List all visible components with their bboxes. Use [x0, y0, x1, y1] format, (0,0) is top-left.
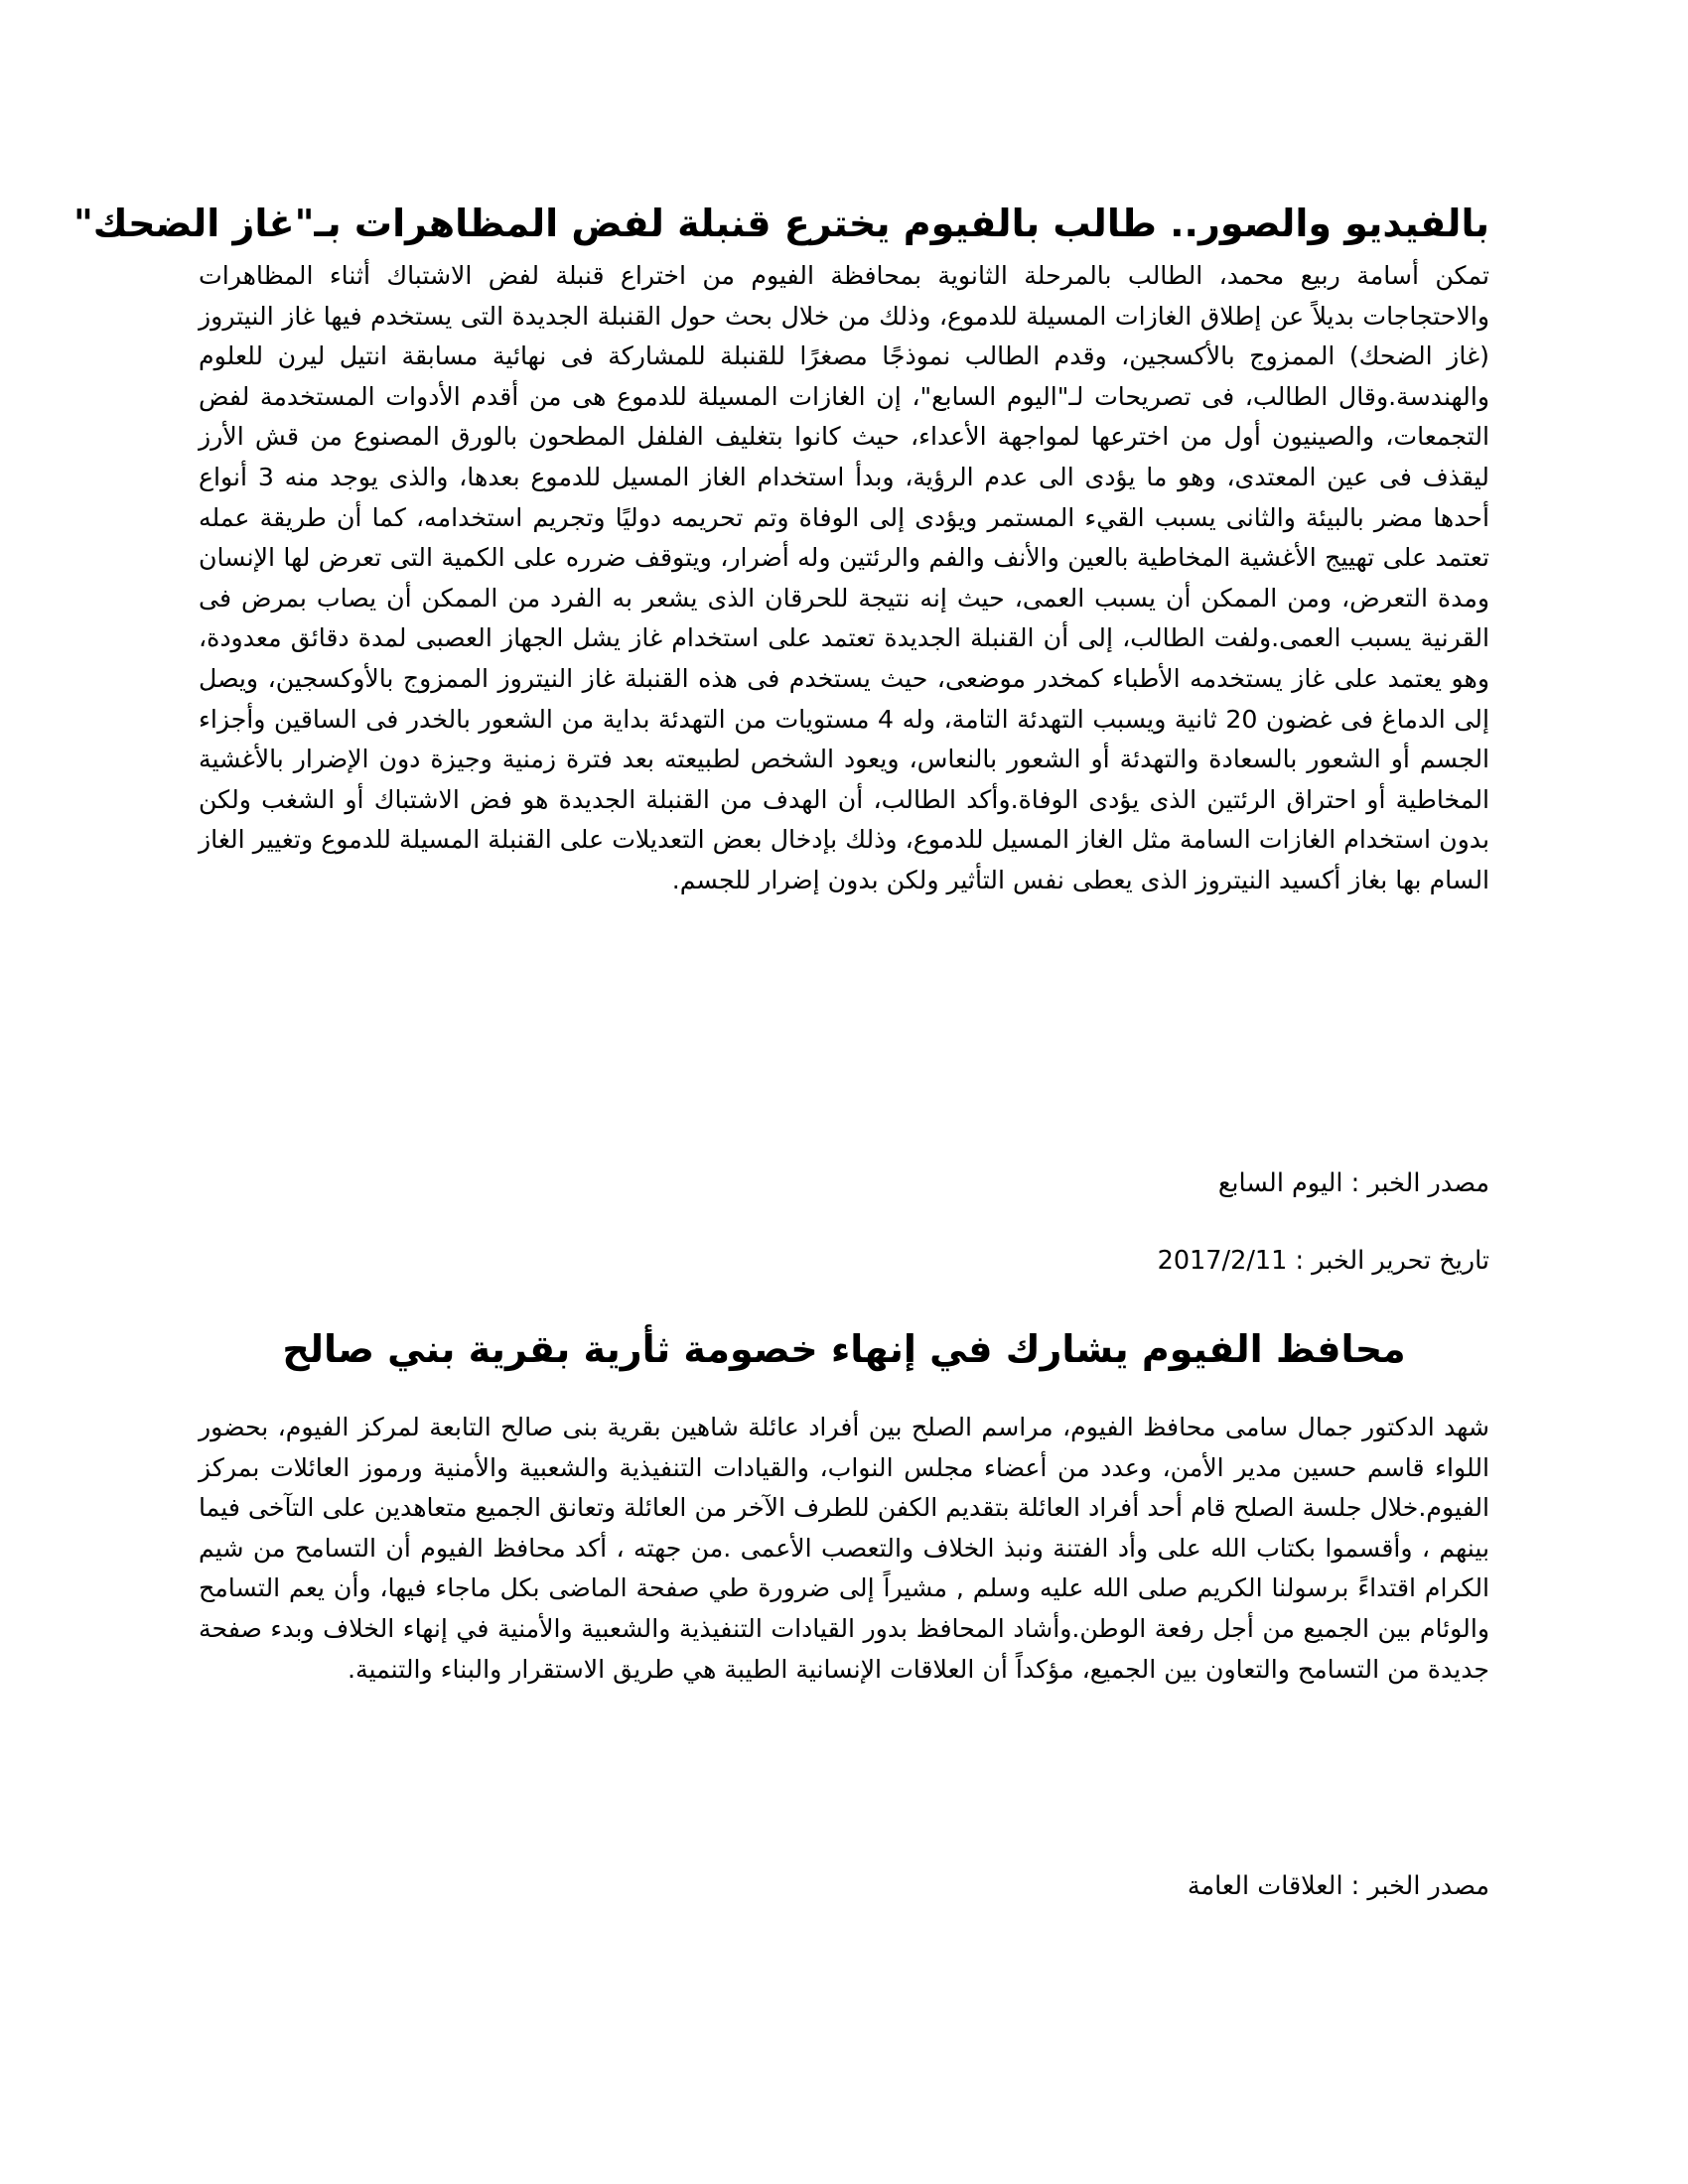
news-source-label: مصدر الخبر : [1342, 1871, 1489, 1901]
news-date-line [1158, 1241, 1489, 1281]
news-source-label: مصدر الخبر : [1342, 1168, 1489, 1198]
news-date-label: تاريخ تحرير الخبر : [1287, 1246, 1489, 1276]
document-page [72, 0, 1489, 2184]
news-source-line [1188, 1866, 1489, 1906]
news-source-line [1218, 1163, 1489, 1203]
article-title: محافظ الفيوم يشارك في إنهاء خصومة ثأرية بقرية بني صالح [282, 1327, 1406, 1371]
article-title: بالفيديو والصور.. طالب بالفيوم يخترع قنبلة لفض المظاهرات بـ"غاز الضحك" [72, 202, 1489, 245]
news-source-value: اليوم السابع [1217, 1168, 1343, 1198]
article-body: شهد الدكتور جمال سامى محافظ الفيوم، مراسم الصلح بين أفراد عائلة شاهين بقرية بنى صالح التابعة لمركز الفيوم، بحضور اللواء قاسم حسين مدير الأمن، وعدد من أعضاء مجلس النواب، والقيادات التنفيذية والشعبية والأمنية ورموز العائلات بمركز الفيوم.خلال جلسة الصلح قام أحد أفراد العائلة بتقديم الكفن للطرف الآخر من العائلة وتعانق الجميع متعاهدين على التآخى فيما بينهم ، وأقسموا بكتاب الله على وأد الفتنة ونبذ الخلاف والتعصب الأعمى .من جهته ، أكد محافظ الفيوم أن التسامح من شيم الكرام اقتداءً برسولنا الكريم صلى الله عليه وسلم , مشيراً إلى ضرورة طي صفحة الماضى بكل ماجاء فيها، وأن يعم التسامح والوئام بين الجميع من أجل رفعة الوطن.وأشاد المحافظ بدور القيادات التنفيذية والشعبية والأمنية في إنهاء الخلاف وبدء صفحة جديدة من التسامح والتعاون بين الجميع، مؤكداً أن العلاقات الإنسانية الطيبة هي طريق الاستقرار والبناء والتنمية. [199, 1413, 1489, 1684]
news-date-value: 2017/2/11 [1157, 1246, 1288, 1276]
news-source-value: العلاقات العامة [1187, 1871, 1343, 1901]
article-body: تمكن أسامة ربيع محمد، الطالب بالمرحلة الثانوية بمحافظة الفيوم من اختراع قنبلة لفض الاشتباك أثناء المظاهرات والاحتجاجات بديلاً عن إطلاق الغازات المسيلة للدموع، وذلك من خلال بحث حول القنبلة الجديدة التى يستخدم فيها غاز النيتروز (غاز الضحك) الممزوج بالأكسجين، وقدم الطالب نموذجًا مصغرًا للقنبلة للمشاركة فى نهائية مسابقة انتيل ليرن للعلوم والهندسة.وقال الطالب، فى تصريحات لـ"اليوم السابع"، إن الغازات المسيلة للدموع هى من أقدم الأدوات المستخدمة لفض التجمعات، والصينيون أول من اخترعها لمواجهة الأعداء، حيث كانوا بتغليف الفلفل المطحون بالورق المصنوع من قش الأرز ليقذف فى عين المعتدى، وهو ما يؤدى الى عدم الرؤية، وبدأ استخدام الغاز المسيل للدموع بعدها، والذى يوجد منه 3 أنواع أحدها مضر بالبيئة والثانى يسبب القيء المستمر ويؤدى إلى الوفاة وتم تحريمه دوليًا وتجريم استخدامه، كما أن طريقة عمله تعتمد على تهييج الأغشية المخاطية بالعين والأنف والفم والرئتين وله أضرار، ويتوقف ضرره على الكمية التى تعرض لها الإنسان ومدة التعرض، ومن الممكن أن يسبب العمى، حيث إنه نتيجة للحرقان الذى يشعر به الفرد من الممكن أن يصاب بمرض فى القرنية يسبب العمى.ولفت الطالب، إلى أن القنبلة الجديدة تعتمد على استخدام غاز يشل الجهاز العصبى لمدة دقائق معدودة، وهو يعتمد على غاز يستخدمه الأطباء كمخدر موضعى، حيث يستخدم فى هذه القنبلة غاز النيتروز الممزوج بالأوكسجين، ويصل إلى الدماغ فى غضون 20 ثانية ويسبب التهدئة التامة، وله 4 مستويات من التهدئة بداية من الشعور بالخدر فى الساقين وأجزاء الجسم أو الشعور بالسعادة والتهدئة أو الشعور بالنعاس، ويعود الشخص لطبيعته بعد فترة زمنية وجيزة دون الإضرار بالأغشية المخاطية أو احتراق الرئتين الذى يؤدى الوفاة.وأكد الطالب، أن الهدف من القنبلة الجديدة هو فض الاشتباك أو الشغب ولكن بدون استخدام الغازات السامة مثل الغاز المسيل للدموع، وذلك بإدخال بعض التعديلات على القنبلة المسيلة للدموع وتغيير الغاز السام بها بغاز أكسيد النيتروز الذى يعطى نفس التأثير ولكن بدون إضرار للجسم. [199, 261, 1489, 894]
